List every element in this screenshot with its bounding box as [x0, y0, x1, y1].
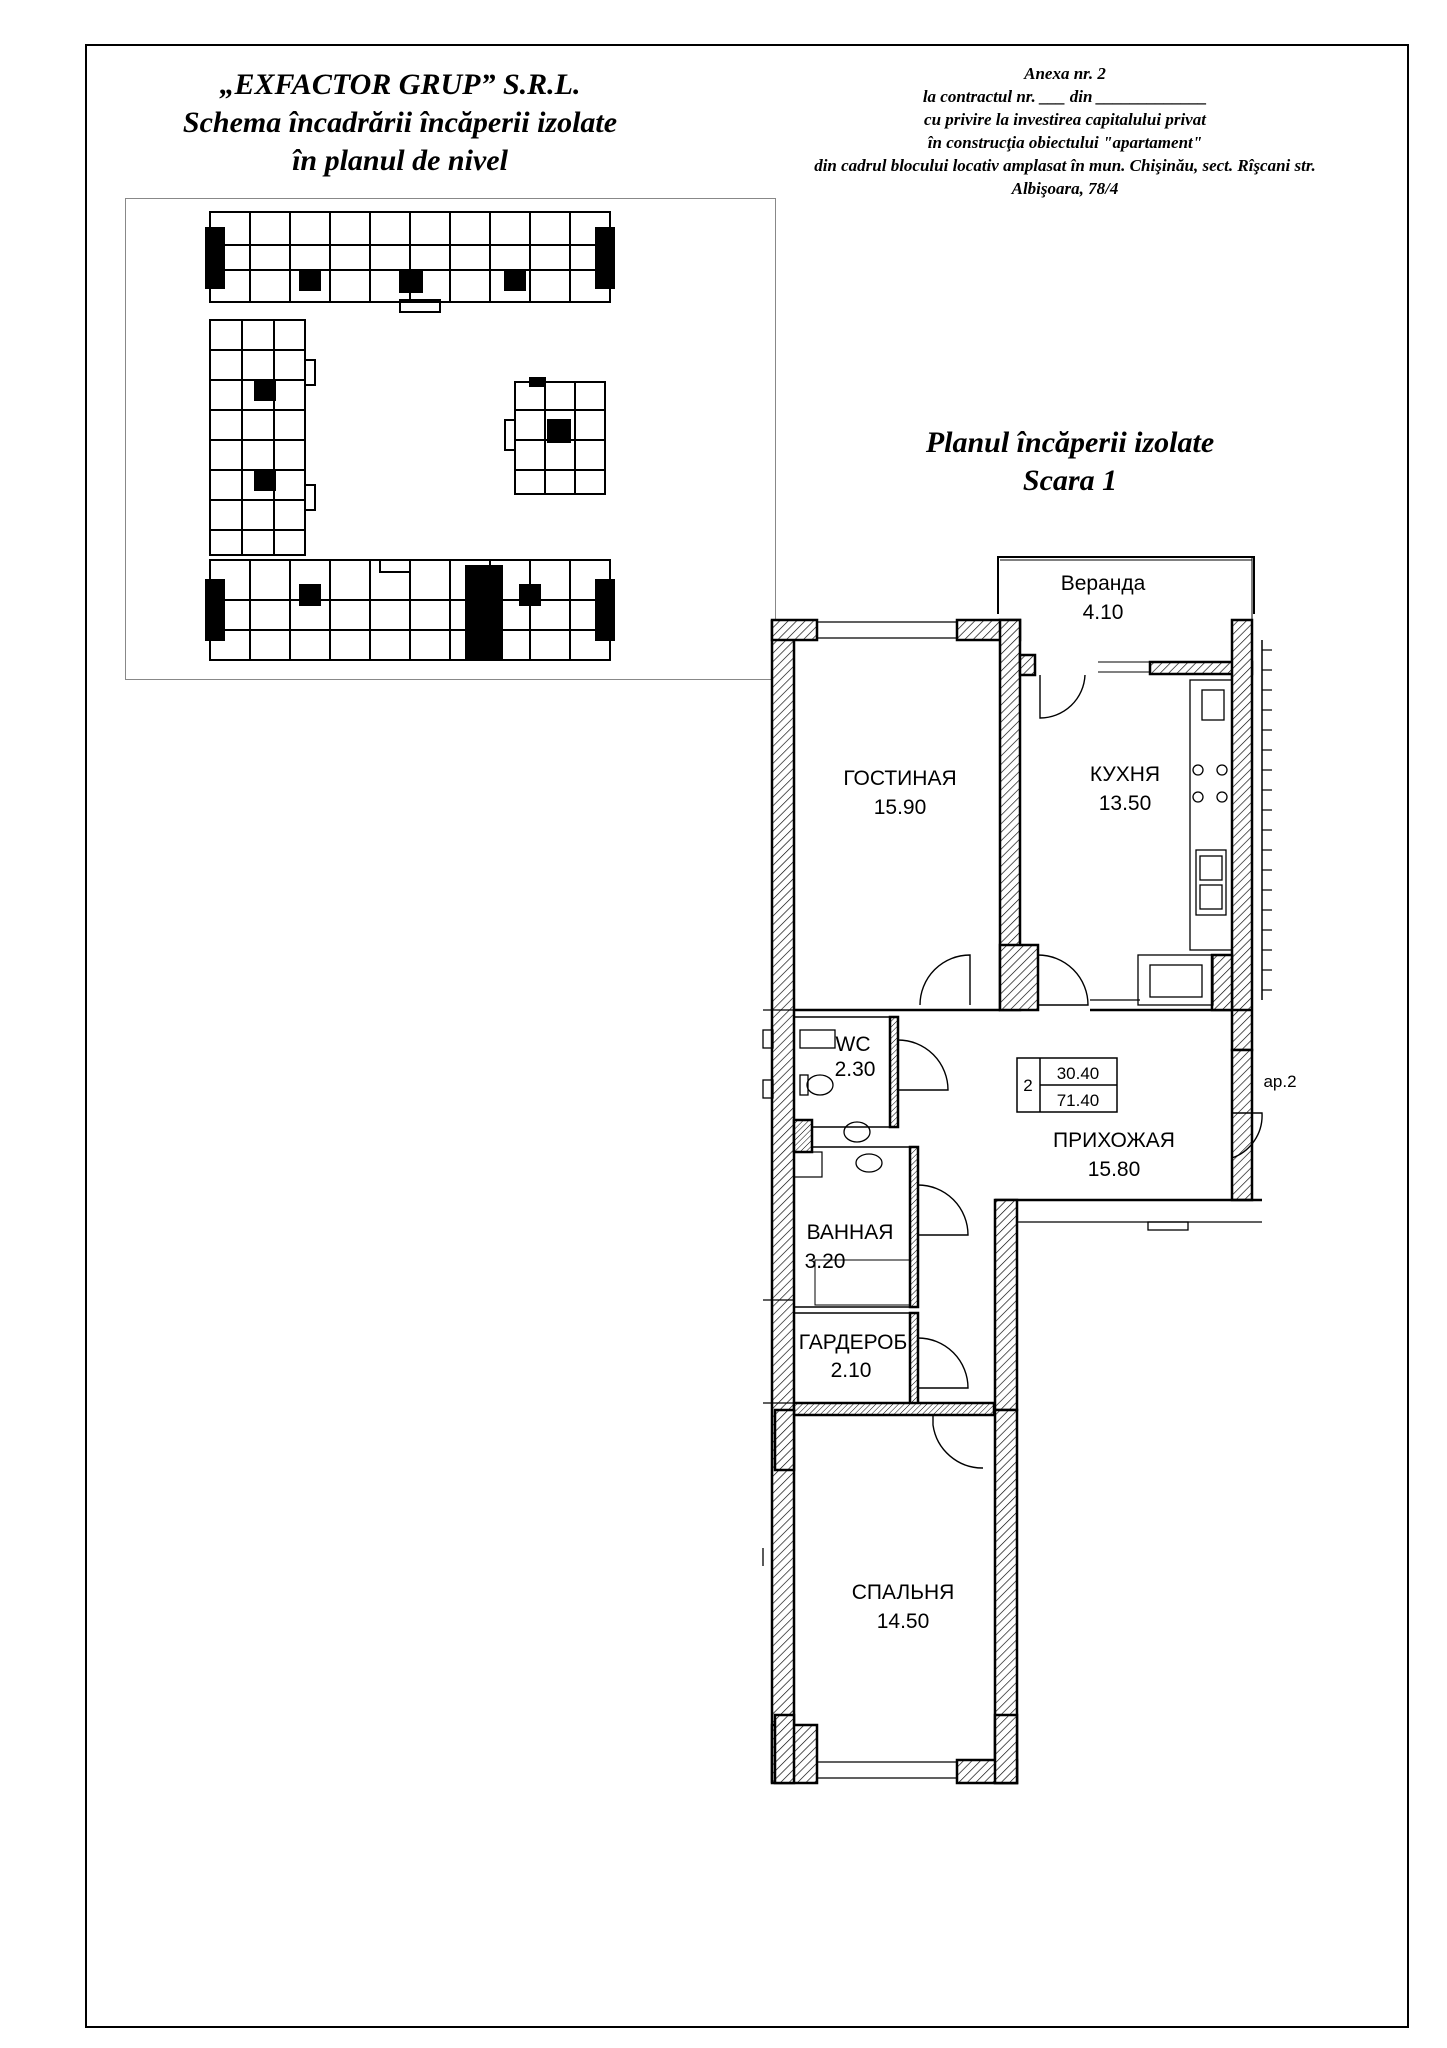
veranda-name: Веранда	[1060, 572, 1146, 595]
wardrobe-area: 2.10	[830, 1359, 872, 1382]
living-name: ГОСТИНАЯ	[843, 767, 957, 790]
schema-title-line-2: în planul de nivel	[292, 144, 508, 177]
plan-scale: Scara 1	[1022, 464, 1118, 497]
annex-line-6: Albişoara, 78/4	[1011, 179, 1119, 198]
veranda-door	[1040, 675, 1085, 718]
plan-title: Planul încăperii izolate	[925, 426, 1215, 459]
hall-area: 15.80	[1087, 1158, 1141, 1181]
overview-bottom-wing	[206, 560, 614, 660]
annex-line-1: Anexa nr. 2	[1024, 64, 1106, 83]
kitchen-name: КУХНЯ	[1089, 763, 1161, 786]
bath-area: 3.20	[804, 1250, 846, 1273]
living-area: 15.90	[873, 796, 927, 819]
bath-walls	[794, 1120, 968, 1307]
kitchen-area: 13.50	[1098, 792, 1152, 815]
bedroom-name: СПАЛЬНЯ	[851, 1581, 955, 1604]
overview-highlighted-apartment	[466, 566, 502, 658]
living-door	[920, 955, 970, 1005]
annex-line-2: la contractul nr. ___ din _____________	[922, 87, 1208, 106]
bath-name: ВАННАЯ	[806, 1221, 894, 1244]
annex-line-3: cu privire la investirea capitalului privat	[924, 110, 1206, 129]
wardrobe-walls	[794, 1313, 994, 1415]
annex-line-4: în construcţia obiectului "apartament"	[927, 133, 1203, 152]
wc-name: WC	[835, 1033, 871, 1056]
bedroom-area: 14.50	[876, 1610, 930, 1633]
living-top-wall	[772, 620, 1020, 640]
overview-central-tower	[505, 378, 605, 494]
overview-top-wing	[206, 212, 614, 312]
wardrobe-name: ГАРДЕРОБ	[798, 1331, 908, 1354]
kitchen-bottom-wall	[1000, 945, 1252, 1010]
kitchen-top-wall	[1020, 655, 1252, 675]
veranda-area: 4.10	[1082, 601, 1124, 624]
total-area: 71.40	[1056, 1091, 1100, 1110]
kitchen-door	[1038, 955, 1088, 1005]
kitchen-right-wall	[1232, 620, 1252, 1050]
outer-wall-left	[772, 620, 794, 1783]
company-name: „EXFACTOR GRUP” S.R.L.	[219, 68, 581, 101]
apartment-number: ap.2	[1263, 1072, 1297, 1091]
kitchen-fridge	[1138, 955, 1213, 1005]
wc-area: 2.30	[834, 1058, 876, 1081]
wc-fixtures	[800, 1030, 835, 1095]
level-overview-plan	[206, 212, 614, 660]
overview-left-wing	[210, 320, 315, 555]
kitchen-counter	[1190, 680, 1232, 950]
balcony-railing-ticks	[1262, 650, 1272, 990]
room-labels	[799, 572, 1175, 1633]
annex-line-5: din cadrul blocului locativ amplasat în mun. Chişinău, sect. Rîşcani str.	[814, 156, 1316, 175]
schema-title-line-1: Schema încadrării încăperii izolate	[182, 106, 618, 139]
apartment-floor-plan	[763, 557, 1272, 1783]
hall-name: ПРИХОЖАЯ	[1053, 1129, 1175, 1152]
living-area-total: 30.40	[1056, 1064, 1100, 1083]
apartment-summary-box	[1017, 1058, 1117, 1112]
rooms-count: 2	[1023, 1076, 1033, 1095]
kitchen-stove	[1193, 765, 1227, 802]
